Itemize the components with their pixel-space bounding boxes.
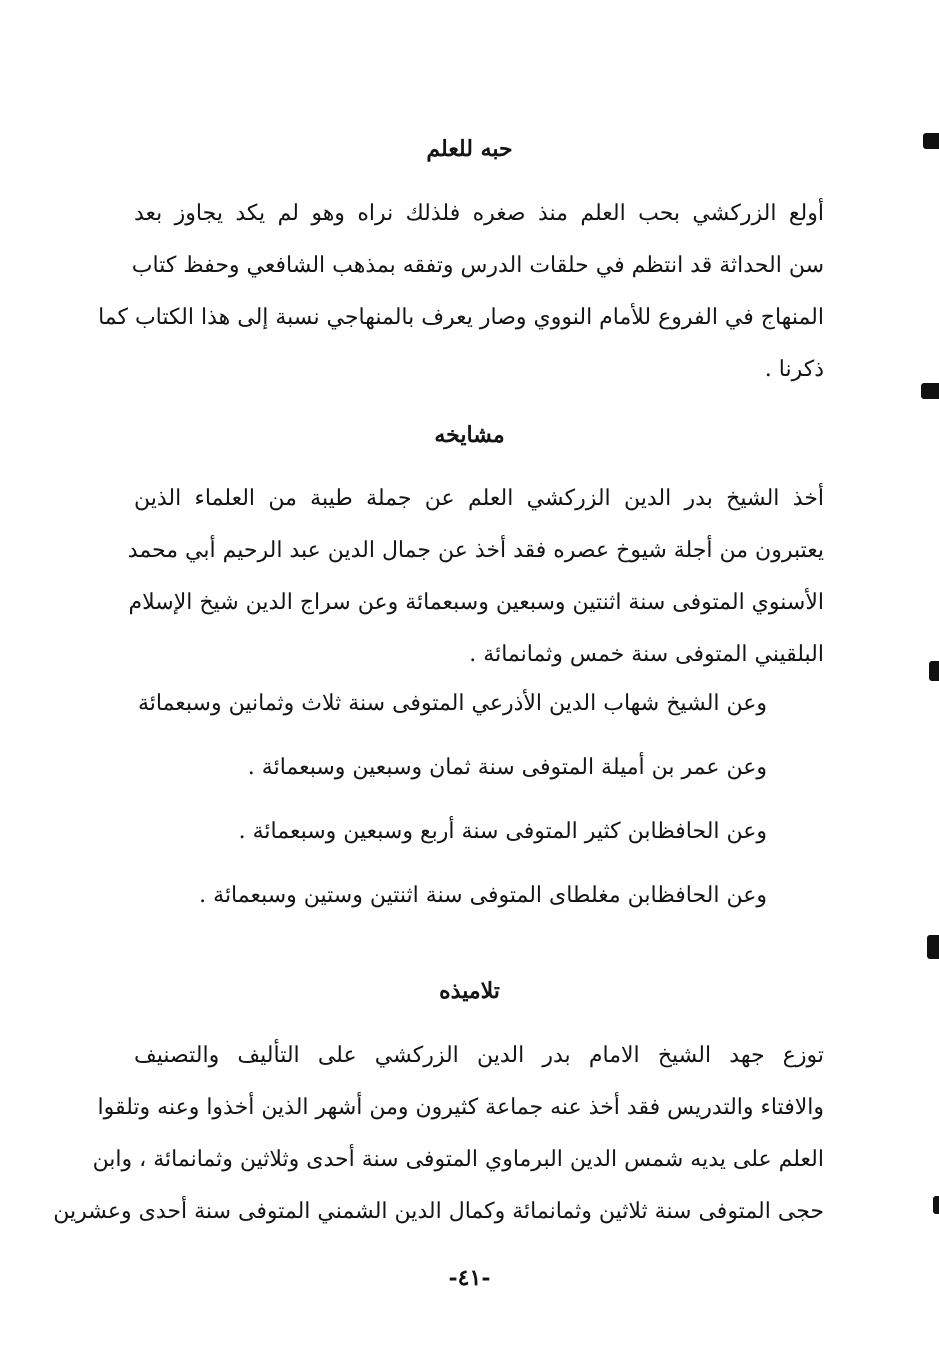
text-line: المنهاج في الفروع للأمام النووي وصار يعرف بالمنهاجي نسبة إلى هذا الكتاب كما [98, 305, 824, 330]
text-line: أخذ الشيخ بدر الدين الزركشي العلم عن جملة طيبة من العلماء الذين [134, 486, 824, 511]
list-item: وعن عمر بن أميلة المتوفى سنة ثمان وسبعين وسبعمائة . [247, 755, 767, 780]
binding-mark [921, 383, 939, 399]
section-heading-students: تلاميذه [439, 978, 500, 1004]
text-line: والافتاء والتدريس فقد أخذ عنه جماعة كثيرون ومن أشهر الذين أخذوا وعنه وتلقوا [97, 1095, 824, 1120]
binding-mark [933, 1196, 939, 1214]
section-heading-love-of-knowledge: حبه للعلم [426, 136, 513, 162]
list-item: وعن الحافظابن مغلطاى المتوفى سنة اثنتين وستين وسبعمائة . [199, 883, 767, 908]
text-line: توزع جهد الشيخ الامام بدر الدين الزركشي على التأليف والتصنيف [134, 1043, 824, 1068]
text-line: العلم على يديه شمس الدين البرماوي المتوفى سنة أحدى وثلاثين وثمانمائة ، وابن [92, 1147, 824, 1172]
binding-mark [923, 133, 939, 149]
text-line: الأسنوي المتوفى سنة اثنتين وسبعين وسبعمائة وعن سراج الدين شيخ الإسلام [128, 590, 824, 615]
page-number: -٤١- [448, 1265, 491, 1291]
text-line: حجى المتوفى سنة ثلاثين وثمانمائة وكمال الدين الشمني المتوفى سنة أحدى وعشرين [53, 1199, 824, 1224]
paragraph-love-of-knowledge [98, 188, 824, 396]
paragraph-teachers [127, 473, 824, 681]
paragraph-students [53, 1030, 824, 1238]
text-line: أولع الزركشي بحب العلم منذ صغره فلذلك نراه وهو لم يكد يجاوز بعد [134, 201, 824, 226]
binding-mark [929, 661, 939, 681]
binding-mark [927, 935, 939, 959]
teachers-list [137, 672, 767, 928]
text-line: البلقيني المتوفى سنة خمس وثمانمائة . [469, 642, 824, 667]
text-line: سن الحداثة قد انتظم في حلقات الدرس وتفقه بمذهب الشافعي وحفظ كتاب [131, 253, 824, 278]
section-heading-teachers: مشايخه [434, 422, 505, 448]
list-item: وعن الشيخ شهاب الدين الأذرعي المتوفى سنة ثلاث وثمانين وسبعمائة [137, 691, 767, 716]
text-line: يعتبرون من أجلة شيوخ عصره فقد أخذ عن جمال الدين عبد الرحيم أبي محمد [127, 538, 824, 563]
list-item: وعن الحافظابن كثير المتوفى سنة أربع وسبعين وسبعمائة . [238, 819, 767, 844]
text-line: ذكرنا . [764, 357, 824, 382]
